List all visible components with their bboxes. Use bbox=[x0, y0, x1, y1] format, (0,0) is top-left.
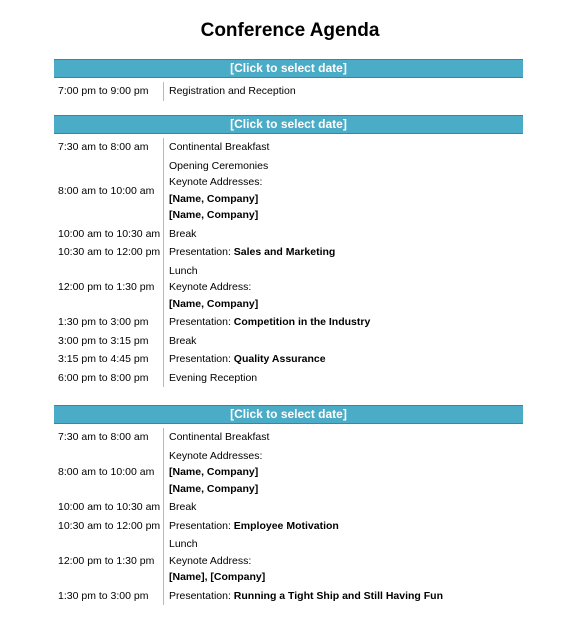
agenda-time: 8:00 am to 10:00 am bbox=[54, 447, 164, 499]
select-date-button[interactable]: [Click to select date] bbox=[54, 59, 523, 78]
select-date-button[interactable]: [Click to select date] bbox=[54, 115, 523, 134]
agenda-description-line bbox=[169, 279, 523, 296]
agenda-description bbox=[164, 313, 523, 332]
agenda-description-line bbox=[169, 569, 523, 586]
agenda-day-1 bbox=[54, 59, 523, 101]
agenda-description-line bbox=[169, 244, 523, 261]
agenda-day-2 bbox=[54, 115, 523, 387]
agenda-text: Keynote Addresses: bbox=[169, 176, 263, 188]
agenda-description bbox=[164, 447, 523, 499]
agenda-description-line bbox=[169, 139, 523, 156]
agenda-description-line bbox=[169, 333, 523, 350]
agenda-description-line bbox=[169, 191, 523, 208]
agenda-description bbox=[164, 82, 523, 101]
agenda-time: 12:00 pm to 1:30 pm bbox=[54, 535, 164, 587]
agenda-description-line bbox=[169, 83, 523, 100]
agenda-row bbox=[54, 350, 523, 369]
agenda-row bbox=[54, 428, 523, 447]
agenda-emphasis: Employee Motivation bbox=[233, 519, 339, 532]
agenda-row bbox=[54, 332, 523, 351]
agenda-row bbox=[54, 157, 523, 225]
agenda-text: Presentation: bbox=[169, 246, 234, 258]
agenda-emphasis: [Name, Company] bbox=[169, 297, 259, 310]
agenda-description bbox=[164, 225, 523, 244]
agenda-time: 10:30 am to 12:00 pm bbox=[54, 517, 164, 536]
agenda-time: 3:00 pm to 3:15 pm bbox=[54, 332, 164, 351]
agenda-description bbox=[164, 535, 523, 587]
agenda-description bbox=[164, 369, 523, 388]
agenda-row bbox=[54, 535, 523, 587]
page-title: Conference Agenda bbox=[200, 20, 380, 41]
agenda-time: 7:30 am to 8:00 am bbox=[54, 428, 164, 447]
agenda-emphasis: Quality Assurance bbox=[233, 353, 326, 365]
agenda-row bbox=[54, 138, 523, 157]
agenda-description-line bbox=[169, 174, 523, 191]
agenda-description bbox=[164, 517, 523, 536]
agenda-description-line bbox=[169, 207, 523, 224]
agenda-day-3 bbox=[54, 405, 523, 605]
agenda-time: 10:00 am to 10:30 am bbox=[54, 225, 164, 244]
agenda-row bbox=[54, 369, 523, 388]
agenda-time: 1:30 pm to 3:00 pm bbox=[54, 587, 164, 606]
agenda-description-line bbox=[169, 263, 523, 280]
agenda-text: Continental Breakfast bbox=[169, 431, 270, 443]
agenda-text: Break bbox=[169, 227, 197, 240]
agenda-description bbox=[164, 587, 523, 606]
agenda-description bbox=[164, 243, 523, 262]
agenda-time: 7:30 am to 8:00 am bbox=[54, 138, 164, 157]
agenda-text: Keynote Address: bbox=[169, 281, 252, 293]
agenda-text: Continental Breakfast bbox=[169, 141, 270, 153]
agenda-description bbox=[164, 138, 523, 157]
agenda-description-line bbox=[169, 464, 523, 481]
agenda-text: Presentation: bbox=[169, 519, 234, 532]
agenda-description-line bbox=[169, 226, 523, 243]
agenda-time: 10:30 am to 12:00 pm bbox=[54, 243, 164, 262]
agenda-emphasis: [Name, Company] bbox=[169, 482, 259, 495]
agenda-description-line bbox=[169, 553, 523, 570]
agenda-emphasis: Sales and Marketing bbox=[233, 246, 336, 258]
agenda-description-line bbox=[169, 588, 523, 605]
agenda-time: 7:00 pm to 9:00 pm bbox=[54, 82, 164, 101]
agenda-description-line bbox=[169, 499, 523, 516]
agenda-time: 10:00 am to 10:30 am bbox=[54, 498, 164, 517]
agenda-emphasis: [Name], [Company] bbox=[169, 571, 266, 583]
agenda-emphasis: [Name, Company] bbox=[169, 209, 259, 221]
agenda-description-line bbox=[169, 314, 523, 331]
agenda-description bbox=[164, 350, 523, 369]
agenda-row bbox=[54, 243, 523, 262]
agenda-text: Presentation: bbox=[169, 353, 234, 365]
agenda-time: 12:00 pm to 1:30 pm bbox=[54, 262, 164, 314]
agenda-text: Presentation: bbox=[169, 316, 234, 328]
agenda-text: Lunch bbox=[169, 538, 198, 550]
agenda-time: 8:00 am to 10:00 am bbox=[54, 157, 164, 225]
agenda-description-line bbox=[169, 296, 523, 313]
agenda-text: Registration and Reception bbox=[169, 85, 296, 97]
agenda-row bbox=[54, 262, 523, 314]
agenda-row bbox=[54, 313, 523, 332]
agenda-emphasis: [Name, Company] bbox=[169, 466, 259, 478]
agenda-emphasis: Competition in the Industry bbox=[233, 316, 371, 328]
agenda-row bbox=[54, 225, 523, 244]
agenda-row bbox=[54, 587, 523, 606]
agenda-time: 3:15 pm to 4:45 pm bbox=[54, 350, 164, 369]
agenda-text: Evening Reception bbox=[169, 371, 258, 384]
agenda-description-line bbox=[169, 370, 523, 387]
agenda-description-line bbox=[169, 429, 523, 446]
agenda-description bbox=[164, 262, 523, 314]
agenda-text: Break bbox=[169, 501, 197, 513]
agenda-description-line bbox=[169, 536, 523, 553]
agenda-row bbox=[54, 82, 523, 101]
agenda-description bbox=[164, 332, 523, 351]
agenda-text: Keynote Address: bbox=[169, 554, 252, 567]
agenda-text: Opening Ceremonies bbox=[169, 159, 269, 172]
agenda-emphasis: [Name, Company] bbox=[169, 192, 259, 205]
agenda-description-line bbox=[169, 351, 523, 368]
agenda-time: 1:30 pm to 3:00 pm bbox=[54, 313, 164, 332]
agenda-description-line bbox=[169, 481, 523, 498]
agenda-description bbox=[164, 157, 523, 225]
agenda-description-line bbox=[169, 158, 523, 175]
agenda-text: Break bbox=[169, 334, 197, 347]
agenda-text: Lunch bbox=[169, 264, 198, 277]
agenda-description-line bbox=[169, 448, 523, 465]
agenda-row bbox=[54, 447, 523, 499]
agenda-time: 6:00 pm to 8:00 pm bbox=[54, 369, 164, 388]
agenda-text: Presentation: bbox=[169, 589, 234, 602]
agenda-description bbox=[164, 428, 523, 447]
select-date-button[interactable]: [Click to select date] bbox=[54, 405, 523, 424]
agenda-emphasis: Running a Tight Ship and Still Having Fun bbox=[233, 589, 444, 602]
agenda-row bbox=[54, 517, 523, 536]
agenda-row bbox=[54, 498, 523, 517]
agenda-description bbox=[164, 498, 523, 517]
agenda-description-line bbox=[169, 518, 523, 535]
agenda-text: Keynote Addresses: bbox=[169, 449, 263, 462]
